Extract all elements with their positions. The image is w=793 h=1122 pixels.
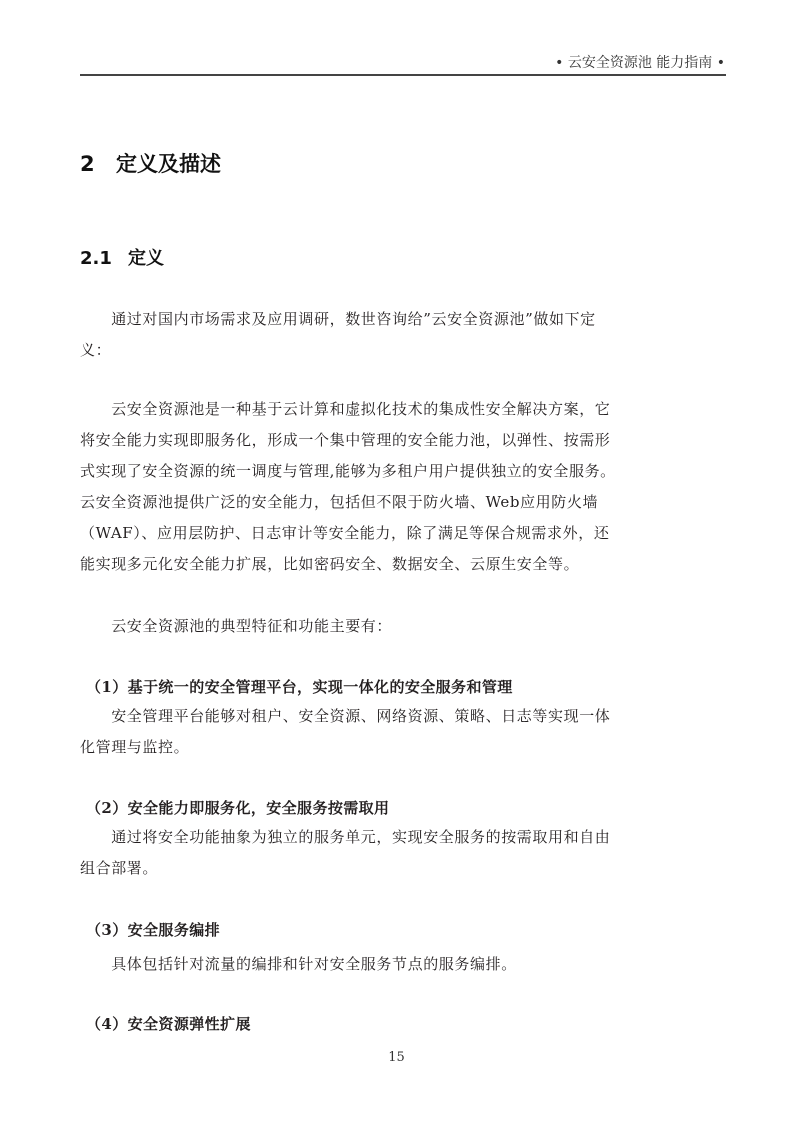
feature-2-line-2: 组合部署。 — [80, 859, 159, 877]
page-number: 15 — [388, 1050, 405, 1065]
definition-line-6: 能实现多元化安全能力扩展，比如密码安全、数据安全、云原生安全等。 — [80, 555, 580, 573]
definition-line-5: （WAF）、应用层防护、日志审计等安全能力，除了满足等保合规需求外，还 — [80, 524, 610, 542]
features-intro — [80, 611, 714, 642]
subsection-heading — [80, 244, 164, 270]
feature-heading-1: （1）基于统一的安全管理平台，实现一体化的安全服务和管理 — [86, 678, 513, 696]
section-heading — [80, 148, 221, 178]
section-title: 定义及描述 — [116, 152, 221, 176]
subsection-number: 2.1 — [80, 248, 112, 269]
definition-line-4: 云安全资源池提供广泛的安全能力，包括但不限于防火墙、Web应用防火墙 — [80, 493, 599, 511]
definition-line-2: 将安全能力实现即服务化，形成一个集中管理的安全能力池，以弹性、按需形 — [80, 431, 611, 449]
feature-1-line-1: 安全管理平台能够对租户、安全资源、网络资源、策略、日志等实现一体 — [80, 707, 611, 725]
feature-body-2 — [80, 822, 714, 884]
definition-line-1: 云安全资源池是一种基于云计算和虚拟化技术的集成性安全解决方案，它 — [80, 400, 611, 418]
feature-1-line-2: 化管理与监控。 — [80, 738, 190, 756]
header-rule — [80, 74, 726, 76]
feature-heading-2: （2）安全能力即服务化，安全服务按需取用 — [86, 799, 390, 817]
feature-body-1 — [80, 701, 714, 763]
intro-line-2: 义： — [80, 341, 112, 359]
section-number: 2 — [80, 152, 95, 176]
running-header: • 云安全资源池 能力指南 • — [555, 55, 725, 71]
features-intro-line: 云安全资源池的典型特征和功能主要有： — [80, 617, 393, 635]
feature-body-3 — [80, 949, 714, 980]
feature-3-line-1: 具体包括针对流量的编排和针对安全服务节点的服务编排。 — [80, 955, 517, 973]
feature-2-line-1: 通过将安全功能抽象为独立的服务单元，实现安全服务的按需取用和自由 — [80, 828, 611, 846]
subsection-title: 定义 — [128, 248, 164, 269]
intro-paragraph — [80, 304, 714, 366]
definition-paragraph — [80, 394, 714, 580]
feature-heading-4: （4）安全资源弹性扩展 — [86, 1015, 251, 1033]
feature-heading-3: （3）安全服务编排 — [86, 921, 221, 939]
intro-line-1: 通过对国内市场需求及应用调研，数世咨询给”云安全资源池”做如下定 — [80, 310, 596, 328]
definition-line-3: 式实现了安全资源的统一调度与管理,能够为多租户用户提供独立的安全服务。 — [80, 462, 616, 480]
